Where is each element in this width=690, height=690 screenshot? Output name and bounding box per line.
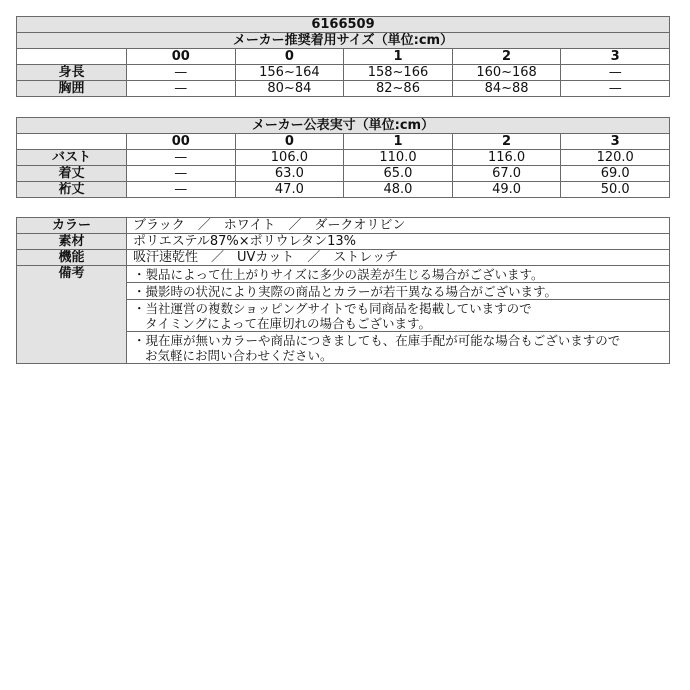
note-line: ・当社運営の複数ショッピングサイトでも同商品を掲載していますので <box>133 301 532 316</box>
table-row <box>17 150 670 166</box>
table-cell: 116.0 <box>452 150 561 166</box>
table-cell: 120.0 <box>561 150 670 166</box>
table-cell: — <box>127 81 236 97</box>
product-info-table <box>16 217 670 364</box>
table-cell: 106.0 <box>235 150 344 166</box>
color-label: カラー <box>17 218 127 234</box>
table-cell: 50.0 <box>561 182 670 198</box>
material-value: ポリエステル87%×ポリウレタン13% <box>127 234 670 250</box>
table-row <box>17 166 670 182</box>
product-code: 6166509 <box>17 17 670 33</box>
table-cell: — <box>127 65 236 81</box>
table-cell: 47.0 <box>235 182 344 198</box>
table-cell: 80~84 <box>235 81 344 97</box>
note-item <box>127 300 669 332</box>
corner-cell <box>17 49 127 65</box>
corner-cell <box>17 134 127 150</box>
note-line: ・撮影時の状況により実際の商品とカラーが若干異なる場合がございます。 <box>133 284 558 299</box>
note-item <box>127 332 669 363</box>
table-row <box>17 81 670 97</box>
size-header: 0 <box>235 134 344 150</box>
table-cell: — <box>561 81 670 97</box>
row-label-height: 身長 <box>17 65 127 81</box>
size-header-row <box>17 134 670 150</box>
function-label: 機能 <box>17 250 127 266</box>
recommended-size-title: メーカー推奨着用サイズ（単位:cm） <box>17 33 670 49</box>
table-cell: 69.0 <box>561 166 670 182</box>
material-label: 素材 <box>17 234 127 250</box>
official-title-row <box>17 118 670 134</box>
info-row-color <box>17 218 670 234</box>
table-cell: 160~168 <box>452 65 561 81</box>
size-header: 2 <box>452 49 561 65</box>
table-cell: 110.0 <box>344 150 453 166</box>
note-item <box>127 266 669 283</box>
row-label-chest: 胸囲 <box>17 81 127 97</box>
table-cell: 63.0 <box>235 166 344 182</box>
size-header: 1 <box>344 49 453 65</box>
recommended-title-row <box>17 33 670 49</box>
size-header: 2 <box>452 134 561 150</box>
row-label-length: 着丈 <box>17 166 127 182</box>
table-cell: — <box>561 65 670 81</box>
table-cell: 84~88 <box>452 81 561 97</box>
notes-label: 備考 <box>17 266 127 364</box>
note-line: ・現在庫が無いカラーや商品につきましても、在庫手配が可能な場合もございますので <box>133 333 621 348</box>
color-value: ブラック ／ ホワイト ／ ダークオリビン <box>127 218 670 234</box>
size-header: 0 <box>235 49 344 65</box>
info-row-notes <box>17 266 670 364</box>
size-header: 3 <box>561 49 670 65</box>
size-header: 00 <box>127 134 236 150</box>
official-measurement-table <box>16 117 670 198</box>
size-header: 00 <box>127 49 236 65</box>
row-label-sleeve: 裄丈 <box>17 182 127 198</box>
function-value: 吸汗速乾性 ／ UVカット ／ ストレッチ <box>127 250 670 266</box>
size-header: 1 <box>344 134 453 150</box>
size-header: 3 <box>561 134 670 150</box>
table-cell: — <box>127 150 236 166</box>
table-cell: 158~166 <box>344 65 453 81</box>
table-row <box>17 65 670 81</box>
note-item <box>127 283 669 300</box>
table-cell: 156~164 <box>235 65 344 81</box>
recommended-size-table <box>16 16 670 97</box>
product-code-row <box>17 17 670 33</box>
official-measurement-title: メーカー公表実寸（単位:cm） <box>17 118 670 134</box>
note-line: タイミングによって在庫切れの場合もございます。 <box>145 316 432 331</box>
table-cell: — <box>127 182 236 198</box>
note-line: ・製品によって仕上がりサイズに多少の誤差が生じる場合がございます。 <box>133 267 544 282</box>
table-cell: 48.0 <box>344 182 453 198</box>
table-cell: 67.0 <box>452 166 561 182</box>
table-cell: 49.0 <box>452 182 561 198</box>
size-header-row <box>17 49 670 65</box>
table-cell: — <box>127 166 236 182</box>
notes-cell <box>127 266 670 364</box>
table-row <box>17 182 670 198</box>
table-cell: 82~86 <box>344 81 453 97</box>
info-row-material <box>17 234 670 250</box>
note-line: お気軽にお問い合わせください。 <box>145 348 333 363</box>
info-row-function <box>17 250 670 266</box>
table-cell: 65.0 <box>344 166 453 182</box>
row-label-bust: バスト <box>17 150 127 166</box>
